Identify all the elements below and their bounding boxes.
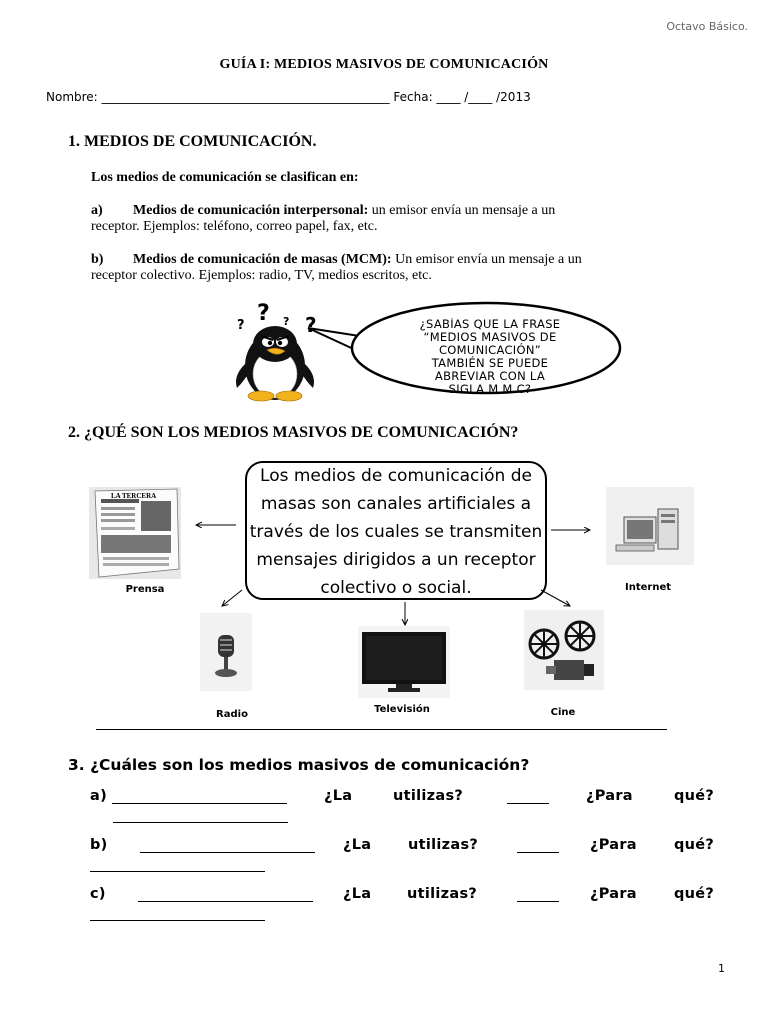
question-la: ¿La xyxy=(343,837,372,853)
use-answer-field[interactable] xyxy=(517,839,559,853)
definition-line: través de los cuales se transmiten xyxy=(249,522,543,542)
section2-heading: 2. ¿QUÉ SON LOS MEDIOS MASIVOS DE COMUNICACIÓN? xyxy=(68,424,519,441)
bubble-line: “MEDIOS MASIVOS DE xyxy=(423,330,557,344)
item-a-line2: receptor. Ejemplos: teléfono, correo papel, fax, etc. xyxy=(91,219,378,234)
definition-line: colectivo o social. xyxy=(320,578,472,598)
question-la: ¿La xyxy=(324,788,353,804)
caption-prensa: Prensa xyxy=(125,584,165,595)
use-answer-field[interactable] xyxy=(507,790,549,804)
computer-icon xyxy=(606,487,694,565)
question-mark-3: ? xyxy=(283,315,290,328)
purpose-answer-field[interactable] xyxy=(90,858,265,872)
newspaper-masthead: LA TERCERA xyxy=(111,492,157,500)
question-mark-1: ? xyxy=(237,318,245,333)
use-answer-field[interactable] xyxy=(517,888,559,902)
name-label: Nombre: xyxy=(46,90,98,104)
question-que: qué? xyxy=(674,886,715,902)
item-b-bold: Medios de comunicación de masas (MCM): xyxy=(133,252,392,267)
arrow-cine xyxy=(541,590,570,606)
projector-illustration xyxy=(524,610,604,690)
bubble-line: TAMBIÉN SE PUEDE xyxy=(431,356,549,370)
purpose-answer-field[interactable] xyxy=(90,907,265,921)
caption-radio: Radio xyxy=(216,709,248,720)
item-b-letter: b) xyxy=(91,252,104,267)
date-label: Fecha: xyxy=(393,90,433,104)
medium-answer-field[interactable] xyxy=(140,839,315,853)
page-title: GUÍA I: MEDIOS MASIVOS DE COMUNICACIÓN xyxy=(219,57,549,72)
item-b-line2: receptor colectivo. Ejemplos: radio, TV, medios escritos, etc. xyxy=(91,268,432,283)
definition-line: masas son canales artificiales a xyxy=(260,494,532,514)
question-para: ¿Para xyxy=(586,788,633,804)
definition-line: mensajes dirigidos a un receptor xyxy=(256,550,536,570)
name-field[interactable]: ________________________________________________ xyxy=(101,90,390,104)
bubble-line: ABREVIAR CON LA xyxy=(434,369,546,383)
section1-intro: Los medios de comunicación se clasifican en: xyxy=(91,170,359,185)
purpose-answer-field[interactable] xyxy=(113,809,288,823)
question-utilizas: utilizas? xyxy=(393,788,464,804)
bubble-line: ¿SABÍAS QUE LA FRASE xyxy=(419,318,561,331)
newspaper-illustration xyxy=(89,487,181,579)
computer-illustration xyxy=(606,487,694,565)
question-utilizas: utilizas? xyxy=(407,886,478,902)
question-mark-4: ? xyxy=(305,313,317,337)
microphone-illustration xyxy=(200,613,252,691)
question-mark-2: ? xyxy=(257,301,270,326)
row-letter: c) xyxy=(90,886,106,902)
section3-heading: 3. ¿Cuáles son los medios masivos de comunicación? xyxy=(68,756,530,774)
microphone-icon xyxy=(200,613,252,691)
question-la: ¿La xyxy=(343,886,372,902)
caption-internet: Internet xyxy=(624,582,671,593)
bubble-line: SIGLA M.M.C? xyxy=(448,382,532,394)
item-b-rest: Un emisor envía un mensaje a un xyxy=(395,252,582,267)
item-a-rest: un emisor envía un mensaje a un xyxy=(371,203,556,218)
grade-label: Octavo Básico. xyxy=(666,20,748,33)
question-row-b xyxy=(90,837,721,877)
medium-answer-field[interactable] xyxy=(138,888,313,902)
newspaper-icon xyxy=(89,487,181,579)
caption-television: Televisión xyxy=(374,704,430,715)
section1-heading: 1. MEDIOS DE COMUNICACIÓN. xyxy=(68,133,317,150)
question-utilizas: utilizas? xyxy=(408,837,479,853)
question-que: qué? xyxy=(674,788,715,804)
question-para: ¿Para xyxy=(590,837,637,853)
item-a-letter: a) xyxy=(91,203,103,218)
section-divider xyxy=(96,729,667,730)
television-illustration xyxy=(358,626,450,698)
definition-line: Los medios de comunicación de xyxy=(260,466,532,486)
bubble-line: COMUNICACIÓN” xyxy=(438,343,542,357)
row-letter: a) xyxy=(90,788,108,804)
medium-answer-field[interactable] xyxy=(112,790,287,804)
caption-cine: Cine xyxy=(550,707,576,718)
question-row-a xyxy=(90,788,721,828)
date-field[interactable]: ____ /____ /2013 xyxy=(436,90,531,104)
arrow-radio xyxy=(222,590,242,606)
television-icon xyxy=(358,626,450,698)
question-que: qué? xyxy=(674,837,715,853)
question-row-c xyxy=(90,886,721,926)
film-projector-icon xyxy=(524,610,604,690)
row-letter: b) xyxy=(90,837,108,853)
question-para: ¿Para xyxy=(590,886,637,902)
item-a-bold: Medios de comunicación interpersonal: xyxy=(133,203,369,218)
page-number: 1 xyxy=(718,962,725,975)
